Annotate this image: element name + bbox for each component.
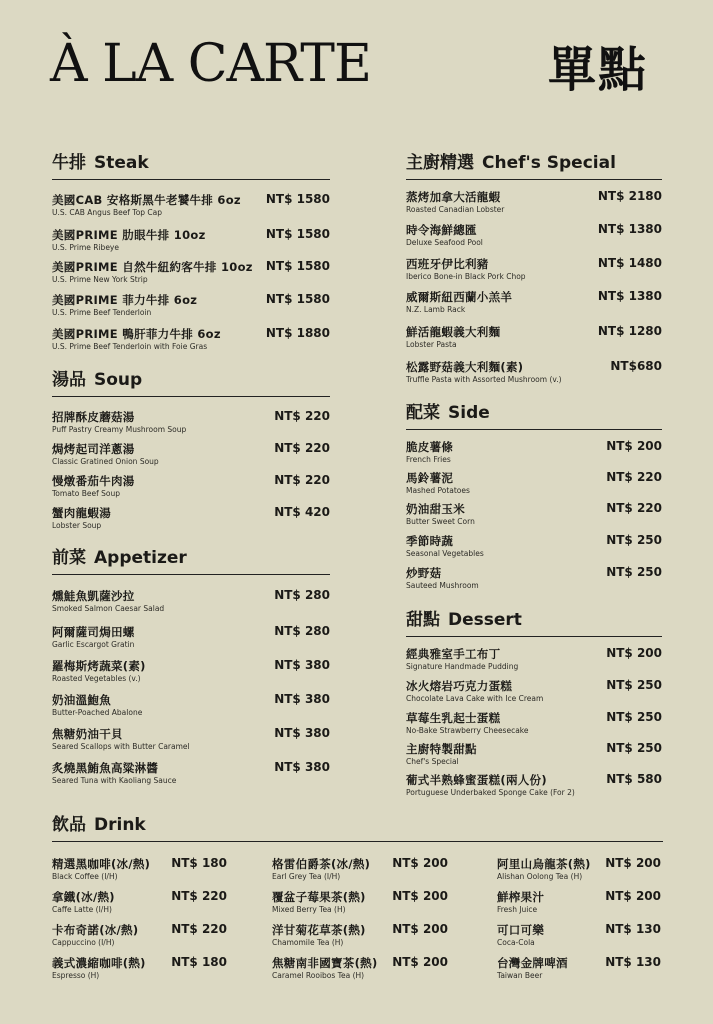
heading-en: Chef's Special bbox=[482, 153, 616, 173]
item-price: NT$ 180 bbox=[171, 955, 227, 969]
item-name-en: Espresso (H) bbox=[52, 971, 100, 980]
item-price: NT$ 250 bbox=[606, 740, 662, 755]
item-list bbox=[406, 430, 662, 593]
item-name-zh: 時令海鮮總匯 bbox=[406, 222, 477, 237]
menu-item bbox=[52, 856, 227, 889]
item-price: NT$ 200 bbox=[392, 856, 448, 870]
heading-zh: 甜點 bbox=[406, 610, 440, 630]
item-name-zh: 格雷伯爵茶(冰/熱) bbox=[272, 857, 371, 871]
item-name-zh: 經典雅室手工布丁 bbox=[406, 646, 501, 661]
item-name-zh: 草莓生乳起士蛋糕 bbox=[406, 710, 501, 725]
menu-item bbox=[406, 646, 662, 678]
item-price: NT$ 200 bbox=[392, 922, 448, 936]
item-name-zh: 馬鈴薯泥 bbox=[406, 470, 454, 485]
item-name-zh: 松露野菇義大利麵(素) bbox=[406, 359, 524, 374]
item-name-zh: 羅梅斯烤蔬菜(素) bbox=[52, 658, 146, 673]
menu-item bbox=[52, 955, 227, 988]
item-price: NT$ 2180 bbox=[597, 188, 662, 203]
item-name-zh: 蒸烤加拿大活龍蝦 bbox=[406, 189, 501, 204]
item-name-zh: 焦糖奶油干貝 bbox=[52, 726, 123, 741]
heading-en: Appetizer bbox=[94, 548, 187, 568]
item-name-zh: 洋甘菊花草茶(熱) bbox=[272, 923, 366, 937]
item-price: NT$ 380 bbox=[274, 725, 330, 740]
item-name-zh: 阿爾薩司焗田螺 bbox=[52, 624, 135, 639]
section-soup bbox=[52, 371, 330, 537]
menu-item bbox=[52, 692, 330, 726]
menu-item bbox=[52, 889, 227, 922]
item-name-en: Alishan Oolong Tea (H) bbox=[497, 872, 583, 881]
menu-item bbox=[52, 292, 330, 326]
item-name-en: Seasonal Vegetables bbox=[406, 548, 484, 558]
item-price: NT$ 1580 bbox=[265, 191, 330, 206]
item-name-zh: 阿里山烏龍茶(熱) bbox=[497, 857, 591, 871]
menu-item bbox=[52, 192, 330, 227]
menu-item bbox=[52, 726, 330, 760]
item-name-en: Caffe Latte (I/H) bbox=[52, 905, 112, 914]
heading-zh: 主廚精選 bbox=[406, 153, 474, 173]
item-name-zh: 主廚特製甜點 bbox=[406, 741, 477, 756]
heading-zh: 飲品 bbox=[52, 815, 86, 835]
menu-item bbox=[52, 624, 330, 658]
item-name-zh: 拿鐵(冰/熱) bbox=[52, 890, 115, 904]
item-price: NT$ 250 bbox=[606, 677, 662, 692]
section-heading bbox=[406, 404, 662, 430]
item-name-zh: 鮮榨果汁 bbox=[497, 890, 545, 904]
heading-zh: 湯品 bbox=[52, 370, 86, 390]
item-name-zh: 台灣金牌啤酒 bbox=[497, 956, 568, 970]
menu-item bbox=[497, 955, 661, 988]
item-price: NT$ 200 bbox=[605, 856, 661, 870]
item-price: NT$ 220 bbox=[274, 408, 330, 423]
item-name-zh: 燻鮭魚凱薩沙拉 bbox=[52, 588, 135, 603]
item-name-zh: 義式濃縮咖啡(熱) bbox=[52, 956, 146, 970]
item-name-en: U.S. CAB Angus Beef Top Cap bbox=[52, 207, 163, 217]
item-price: NT$ 250 bbox=[606, 532, 662, 547]
item-list bbox=[52, 397, 330, 537]
item-name-zh: 威爾斯紐西蘭小羔羊 bbox=[406, 289, 513, 304]
item-price: NT$ 380 bbox=[274, 759, 330, 774]
section-heading bbox=[52, 154, 330, 180]
item-price: NT$ 1280 bbox=[597, 323, 662, 338]
item-price: NT$ 250 bbox=[606, 564, 662, 579]
section-chefs-special bbox=[406, 154, 662, 387]
item-name-zh: 蟹肉龍蝦湯 bbox=[52, 505, 111, 520]
section-heading bbox=[52, 816, 663, 842]
item-name-zh: 葡式半熟蜂蜜蛋糕(兩人份) bbox=[406, 772, 547, 787]
menu-item bbox=[272, 922, 448, 955]
item-name-en: Lobster Soup bbox=[52, 520, 102, 530]
item-price: NT$ 380 bbox=[274, 657, 330, 672]
heading-en: Drink bbox=[94, 815, 146, 835]
menu-item bbox=[52, 473, 330, 505]
item-name-en: Roasted Vegetables (v.) bbox=[52, 673, 141, 683]
item-name-en: Deluxe Seafood Pool bbox=[406, 237, 483, 247]
item-price: NT$ 420 bbox=[274, 504, 330, 519]
menu-item bbox=[406, 678, 662, 710]
item-name-zh: 美國PRIME 自然牛紐約客牛排 10oz bbox=[52, 259, 253, 274]
drink-column-other bbox=[497, 856, 661, 988]
item-price: NT$ 130 bbox=[605, 955, 661, 969]
menu-item bbox=[52, 441, 330, 473]
item-name-en: U.S. Prime Beef Tenderloin with Foie Gras bbox=[52, 341, 208, 351]
item-price: NT$ 200 bbox=[392, 955, 448, 969]
item-price: NT$ 220 bbox=[274, 472, 330, 487]
item-name-en: U.S. Prime New York Strip bbox=[52, 274, 148, 284]
item-name-zh: 奶油甜玉米 bbox=[406, 501, 465, 516]
section-heading bbox=[406, 611, 662, 637]
menu-item bbox=[52, 326, 330, 354]
heading-en: Soup bbox=[94, 370, 143, 390]
item-price: NT$ 200 bbox=[606, 438, 662, 453]
menu-item bbox=[52, 922, 227, 955]
item-name-en: Coca-Cola bbox=[497, 938, 535, 947]
menu-item bbox=[406, 565, 662, 593]
menu-item bbox=[406, 324, 662, 359]
menu-item bbox=[406, 741, 662, 772]
item-name-en: Black Coffee (I/H) bbox=[52, 872, 118, 881]
item-price: NT$ 1880 bbox=[265, 325, 330, 340]
menu-item bbox=[52, 588, 330, 624]
item-name-en: Caramel Rooibos Tea (H) bbox=[272, 971, 365, 980]
menu-item bbox=[272, 856, 448, 889]
menu-item bbox=[406, 710, 662, 741]
item-price: NT$ 1480 bbox=[597, 255, 662, 270]
item-price: NT$ 180 bbox=[171, 856, 227, 870]
item-name-en: Seared Scallops with Butter Caramel bbox=[52, 741, 190, 751]
item-name-zh: 奶油溫鮑魚 bbox=[52, 692, 111, 707]
item-name-zh: 卡布奇諾(冰/熱) bbox=[52, 923, 139, 937]
menu-item bbox=[272, 889, 448, 922]
menu-title-zh: 單點 bbox=[548, 42, 649, 98]
menu-item bbox=[406, 189, 662, 222]
menu-item bbox=[52, 760, 330, 790]
item-price: NT$ 1580 bbox=[265, 258, 330, 273]
item-name-en: U.S. Prime Beef Tenderloin bbox=[52, 307, 152, 317]
item-name-zh: 炒野菇 bbox=[406, 565, 442, 580]
item-price: NT$ 200 bbox=[605, 889, 661, 903]
section-side bbox=[406, 404, 662, 593]
item-name-zh: 美國PRIME 鴨肝菲力牛排 6oz bbox=[52, 326, 221, 341]
menu-item bbox=[52, 658, 330, 692]
menu-item bbox=[272, 955, 448, 988]
item-name-zh: 覆盆子莓果茶(熱) bbox=[272, 890, 366, 904]
item-name-en: Tomato Beef Soup bbox=[52, 488, 120, 498]
section-dessert bbox=[406, 611, 662, 802]
item-name-zh: 慢燉番茄牛肉湯 bbox=[52, 473, 135, 488]
item-name-en: Smoked Salmon Caesar Salad bbox=[52, 603, 165, 613]
item-name-en: French Fries bbox=[406, 454, 451, 464]
item-name-zh: 季節時蔬 bbox=[406, 533, 454, 548]
item-name-en: N.Z. Lamb Rack bbox=[406, 304, 466, 314]
item-name-zh: 招牌酥皮蘑菇湯 bbox=[52, 409, 135, 424]
item-price: NT$ 220 bbox=[606, 500, 662, 515]
menu-item bbox=[406, 359, 662, 387]
menu-title-en: À LA CARTE bbox=[50, 34, 371, 94]
menu-item bbox=[406, 222, 662, 256]
item-name-en: Chocolate Lava Cake with Ice Cream bbox=[406, 693, 544, 703]
item-price: NT$ 1580 bbox=[265, 226, 330, 241]
heading-en: Steak bbox=[94, 153, 149, 173]
item-price: NT$ 280 bbox=[274, 623, 330, 638]
item-name-en: Taiwan Beer bbox=[497, 971, 543, 980]
section-appetizer bbox=[52, 549, 330, 790]
item-name-en: No-Bake Strawberry Cheesecake bbox=[406, 725, 529, 735]
menu-item bbox=[497, 922, 661, 955]
item-price: NT$680 bbox=[610, 358, 662, 373]
item-name-zh: 炙燒黑鮪魚高粱淋醬 bbox=[52, 760, 159, 775]
menu-item bbox=[406, 439, 662, 470]
item-name-en: Mixed Berry Tea (H) bbox=[272, 905, 346, 914]
item-name-zh: 美國CAB 安格斯黑牛老饕牛排 6oz bbox=[52, 192, 241, 207]
item-price: NT$ 280 bbox=[274, 587, 330, 602]
item-price: NT$ 220 bbox=[171, 889, 227, 903]
item-price: NT$ 200 bbox=[606, 645, 662, 660]
item-list bbox=[406, 180, 662, 387]
item-price: NT$ 1380 bbox=[597, 288, 662, 303]
item-price: NT$ 380 bbox=[274, 691, 330, 706]
item-name-en: Sauteed Mushroom bbox=[406, 580, 479, 590]
item-name-zh: 鮮活龍蝦義大利麵 bbox=[406, 324, 501, 339]
item-name-en: Truffle Pasta with Assorted Mushroom (v.) bbox=[406, 374, 562, 384]
drink-column-tea bbox=[272, 856, 448, 988]
item-name-en: Puff Pastry Creamy Mushroom Soup bbox=[52, 424, 187, 434]
item-list bbox=[52, 180, 330, 354]
item-price: NT$ 130 bbox=[605, 922, 661, 936]
item-name-zh: 西班牙伊比利豬 bbox=[406, 256, 489, 271]
menu-item bbox=[497, 889, 661, 922]
heading-en: Side bbox=[448, 403, 490, 423]
item-list bbox=[406, 637, 662, 802]
item-name-en: Roasted Canadian Lobster bbox=[406, 204, 505, 214]
item-name-en: Butter Sweet Corn bbox=[406, 516, 475, 526]
item-name-zh: 精選黑咖啡(冰/熱) bbox=[52, 857, 151, 871]
menu-item bbox=[52, 259, 330, 292]
menu-item bbox=[497, 856, 661, 889]
item-name-en: Portuguese Underbaked Sponge Cake (For 2) bbox=[406, 787, 575, 797]
item-list bbox=[52, 575, 330, 790]
item-price: NT$ 200 bbox=[392, 889, 448, 903]
item-name-en: Chamomile Tea (H) bbox=[272, 938, 344, 947]
item-name-en: Classic Gratined Onion Soup bbox=[52, 456, 159, 466]
menu-item bbox=[406, 470, 662, 501]
section-heading bbox=[52, 371, 330, 397]
item-name-zh: 焦糖南非國寶茶(熱) bbox=[272, 956, 378, 970]
menu-item bbox=[406, 289, 662, 324]
section-steak bbox=[52, 154, 330, 354]
heading-zh: 配菜 bbox=[406, 403, 440, 423]
item-name-en: Signature Handmade Pudding bbox=[406, 661, 519, 671]
item-name-zh: 美國PRIME 菲力牛排 6oz bbox=[52, 292, 198, 307]
item-name-en: Mashed Potatoes bbox=[406, 485, 470, 495]
item-name-en: Fresh Juice bbox=[497, 905, 538, 914]
menu-item bbox=[406, 533, 662, 565]
item-name-zh: 冰火熔岩巧克力蛋糕 bbox=[406, 678, 513, 693]
item-name-zh: 脆皮薯條 bbox=[406, 439, 454, 454]
section-drink bbox=[52, 816, 663, 842]
section-heading bbox=[52, 549, 330, 575]
item-price: NT$ 220 bbox=[171, 922, 227, 936]
menu-item bbox=[52, 409, 330, 441]
item-price: NT$ 1380 bbox=[597, 221, 662, 236]
drink-column-coffee bbox=[52, 856, 227, 988]
heading-zh: 前菜 bbox=[52, 548, 86, 568]
item-name-en: Lobster Pasta bbox=[406, 339, 457, 349]
item-name-en: Butter-Poached Abalone bbox=[52, 707, 143, 717]
item-name-en: Chef's Special bbox=[406, 756, 459, 766]
section-heading bbox=[406, 154, 662, 180]
item-name-en: Cappuccino (I/H) bbox=[52, 938, 115, 947]
menu-item bbox=[52, 227, 330, 259]
heading-en: Dessert bbox=[448, 610, 522, 630]
item-name-en: Seared Tuna with Kaoliang Sauce bbox=[52, 775, 177, 785]
item-price: NT$ 220 bbox=[274, 440, 330, 455]
item-price: NT$ 580 bbox=[606, 771, 662, 786]
menu-item bbox=[52, 505, 330, 537]
item-price: NT$ 250 bbox=[606, 709, 662, 724]
item-name-zh: 美國PRIME 肋眼牛排 10oz bbox=[52, 227, 206, 242]
item-name-en: Iberico Bone-in Black Pork Chop bbox=[406, 271, 526, 281]
item-name-en: Earl Grey Tea (I/H) bbox=[272, 872, 341, 881]
menu-item bbox=[406, 772, 662, 802]
item-price: NT$ 1580 bbox=[265, 291, 330, 306]
heading-zh: 牛排 bbox=[52, 153, 86, 173]
item-name-en: U.S. Prime Ribeye bbox=[52, 242, 119, 252]
item-name-en: Garlic Escargot Gratin bbox=[52, 639, 135, 649]
menu-item bbox=[406, 256, 662, 289]
item-name-zh: 焗烤起司洋蔥湯 bbox=[52, 441, 135, 456]
item-name-zh: 可口可樂 bbox=[497, 923, 545, 937]
item-price: NT$ 220 bbox=[606, 469, 662, 484]
menu-item bbox=[406, 501, 662, 533]
